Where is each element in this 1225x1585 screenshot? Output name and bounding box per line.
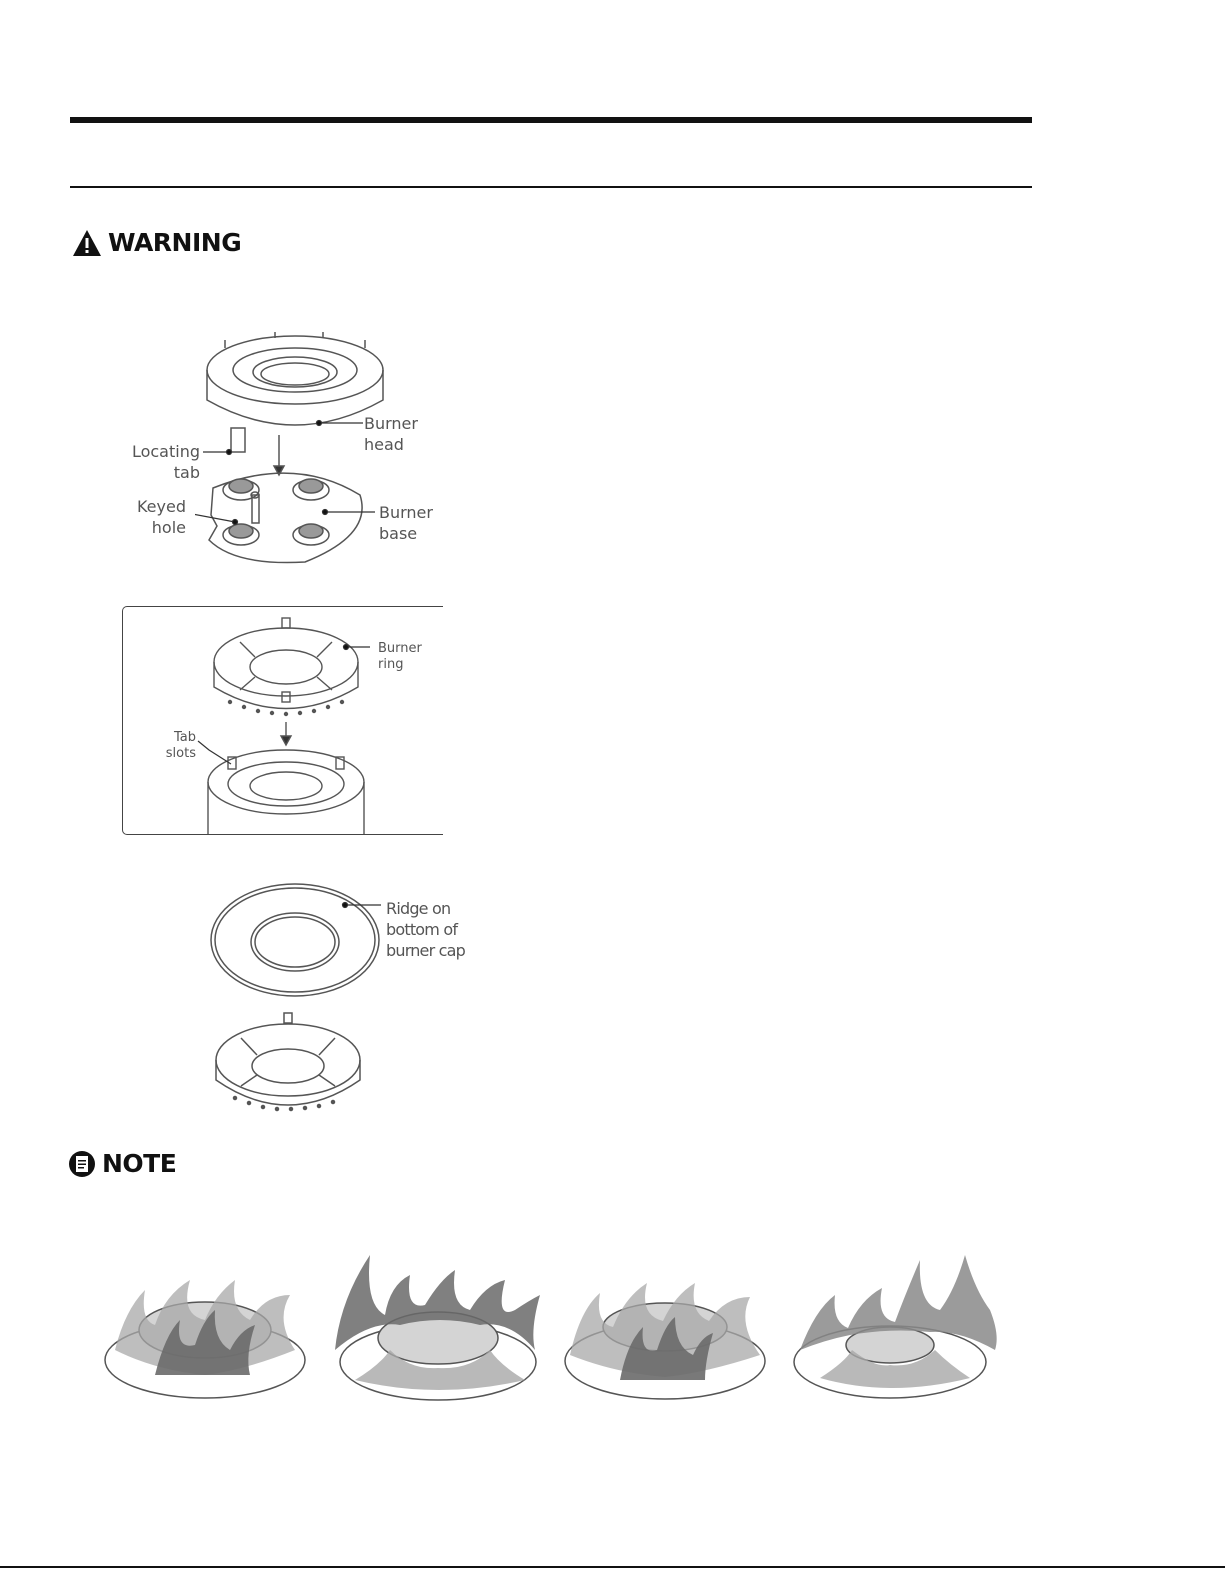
warning-heading [72, 228, 241, 257]
note-icon [68, 1150, 96, 1178]
footer-rule [0, 1566, 1225, 1568]
header-rule-thick [70, 117, 1032, 123]
flame-pattern-2 [330, 1250, 545, 1405]
ridge-label: Ridge on bottom of burner cap [386, 899, 466, 960]
burner-cap-illustration [205, 880, 385, 1125]
flame-pattern-3 [555, 1255, 775, 1405]
note-heading [68, 1149, 176, 1178]
keyed-hole-label: Keyed hole [136, 497, 186, 537]
header-rule-thin [70, 186, 1032, 188]
burner-head-label: Burner head [364, 414, 418, 454]
note-label: NOTE [102, 1149, 177, 1178]
warning-triangle-icon [72, 229, 102, 257]
flame-pattern-1 [95, 1250, 315, 1405]
burner-ring-illustration [200, 612, 370, 834]
tab-slots-label: Tab slots [165, 730, 196, 761]
tab-slots-leader [195, 738, 235, 768]
flame-pattern-4 [790, 1250, 1005, 1405]
warning-label: WARNING [108, 228, 242, 257]
burner-ring-label: Burner ring [378, 641, 422, 672]
burner-base-label: Burner base [379, 503, 433, 543]
locating-tab-label: Locating tab [131, 442, 200, 482]
burner-head-base-illustration [195, 330, 385, 570]
